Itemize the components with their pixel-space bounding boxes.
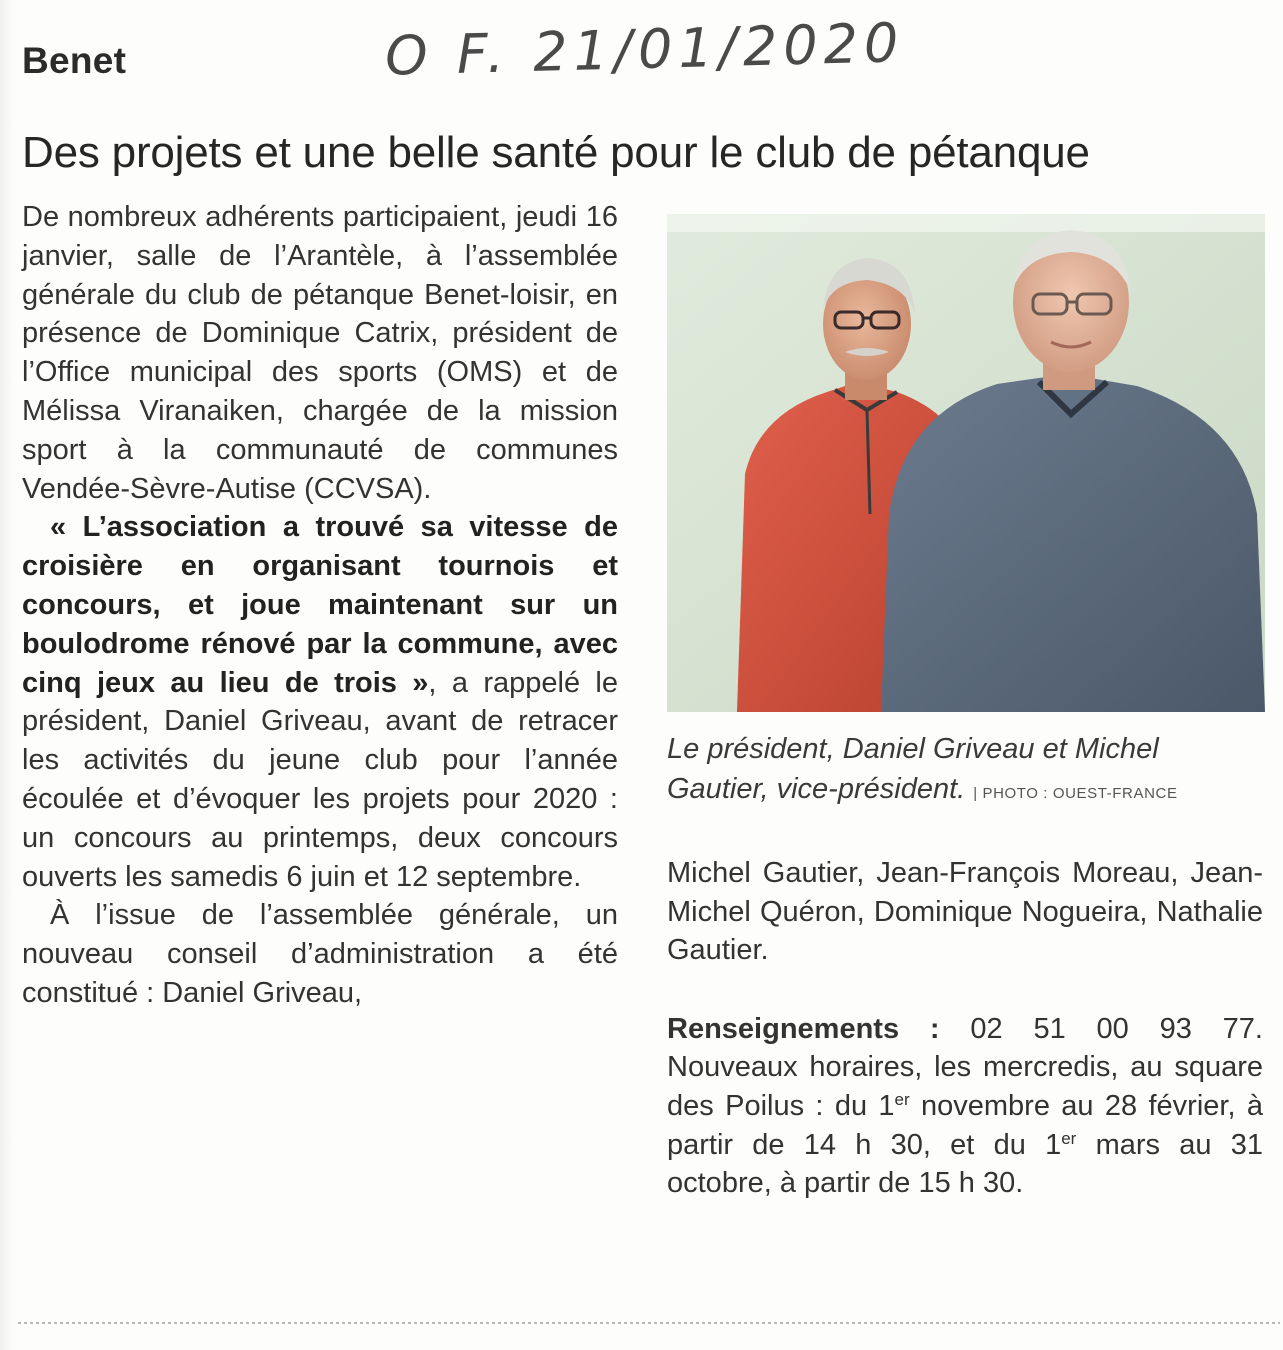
president-quote: « L’association a trouvé sa vitesse de croisière en organisant tournois et concours, et joue maintenant sur un boulodrome rénové par la commune, avec cinq jeux au lieu de trois » — [22, 511, 618, 699]
photo-two-men-illustration — [667, 214, 1265, 712]
info-label: Renseignements : — [667, 1012, 940, 1045]
quote-continuation: , a rappelé le président, Daniel Griveau, avant de retracer les activités du jeune club pour l’année écoulée et d’évoquer les projets pour 2020 : un concours au printemps, deux concours ouverts les samedis 6 juin et 12 septembre. — [22, 666, 618, 893]
article-headline: Des projets et une belle santé pour le club de pétanque — [22, 128, 1090, 177]
board-members-paragraph: Michel Gautier, Jean-François Moreau, Jean-Michel Quéron, Dominique Nogueira, Nathalie Gautier. — [667, 857, 1263, 967]
left-column — [22, 198, 618, 1013]
quote-paragraph — [22, 508, 618, 896]
paragraph-gap — [667, 970, 1263, 1010]
info-paragraph — [667, 1010, 1263, 1203]
scan-edge — [0, 0, 14, 1350]
photo-caption — [667, 729, 1267, 814]
info-phone: 02 51 00 93 77. — [939, 1012, 1263, 1045]
intro-paragraph: De nombreux adhérents participaient, jeudi 16 janvier, salle de l’Arantèle, à l’assemblée générale du club de pétanque Benet-loisir, en présence de Dominique Catrix, président de l’Office municipal des sports (OMS) et de Mélissa Viranaiken, chargée de la mission sport à la communauté de communes Vendée-Sèvre-Autise (CCVSA). — [22, 201, 618, 505]
ordinal-sup-1: er — [894, 1089, 910, 1109]
board-paragraph: À l’issue de l’assemblée générale, un nouveau conseil d’administration a été constitué : Daniel Griveau, — [22, 899, 618, 1009]
right-column — [667, 854, 1263, 1203]
info-text-1: Nouveaux horaires, les mercredis, au square des Poilus : du 1 — [667, 1051, 1263, 1122]
info-text-2: novembre au 28 février, à partir de 14 h 30, et du 1 — [667, 1089, 1263, 1161]
photo-credit: | PHOTO : OUEST-FRANCE — [973, 785, 1178, 802]
clipping-bottom-edge — [18, 1322, 1280, 1324]
article-location: Benet — [22, 40, 127, 81]
article-photo — [667, 214, 1265, 712]
handwritten-date-note: O F. 21/01/2020 — [384, 11, 906, 88]
ordinal-sup-2: er — [1061, 1128, 1077, 1148]
caption-text: Le président, Daniel Griveau et Michel Gautier, vice-président. — [667, 733, 1159, 805]
info-text-3: mars au 31 octobre, à partir de 15 h 30. — [667, 1128, 1263, 1200]
